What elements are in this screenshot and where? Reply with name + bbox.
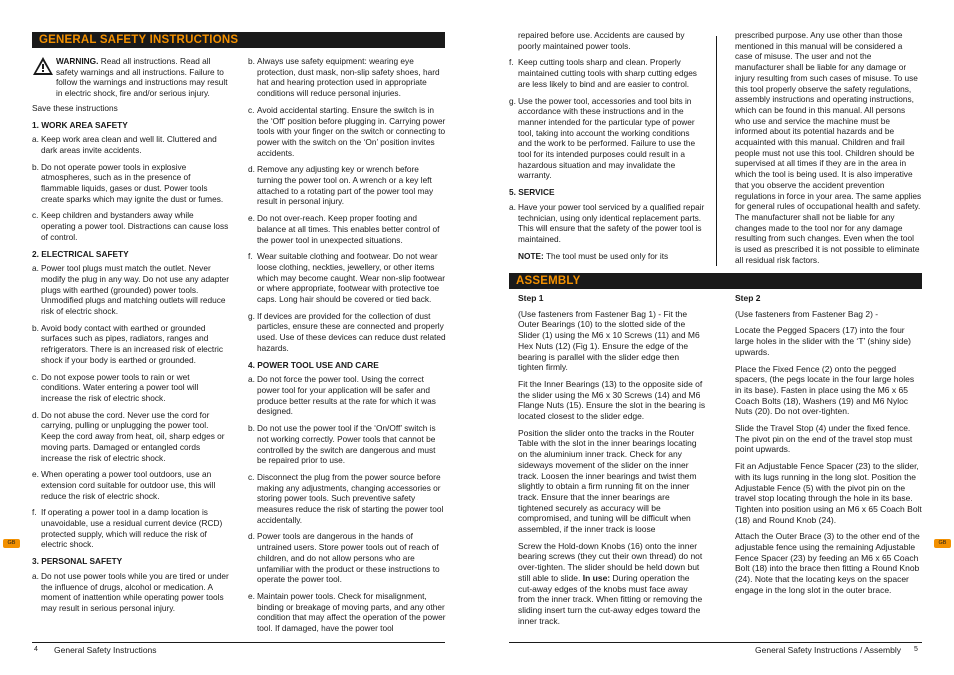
step-2-para: Place the Fixed Fence (2) onto the pegged spacers, (the pegs locate in the four large holes in its base). Fasten in place using the M6 x 65 Coach Bolts (18), Washers (19) and M6 Nyloc Nuts (20). Do not over-tighten. [735,363,915,417]
service-title: 5. SERVICE [509,187,555,198]
step-1-para: Position the slider onto the tracks in the Router Table with the slot in the inner bearings locating on the aluminium inner track. Check for any sideways movement of the slider on the inner track. Loosen the inner bearings and twist them slightly to obtain a firm running fit on the inner track. Ensure that the inner bearings are tightened securely as accuracy will be compromised, and tuning will be difficult when assembled, if the inner track is loose [518,427,697,535]
page-number-left: 4 [34,646,38,653]
step-2-para: (Use fasteners from Fastener Bag 2) - [735,308,879,319]
misuse-paragraph: prescribed purpose. Any use other than those mentioned in this manual will be considered a case of misuse. The user and not the manufacturer shall be liable for any damage or injury resulting from such cases of misuse. To use this tool properly observe the safety regulations, assembly instructions and operating instructions, which can be found in this manual. All persons who use and service the machine must be informed about its potential hazards and be acquainted with this manual. Children and frail people must not use this tool. Children should be supervised at all times if they are in the area in which the tool is being used. It is also imperative that you observe the accident prevention regulations in force in your area. The same applies for general rules of occupational health and safety. The manufacturer shall not be liable for any changes made to the tool nor for any damage resulting from such changes. Even when the tool is used as prescribed it is not possible to eliminate all residual risk factors. [735,30,922,265]
list-item: a. Have your power tool serviced by a qualified repair technician, using only identical replacement parts. This will ensure that the safety of the power tool is maintained. [509,201,705,244]
left-column-1 [32,56,230,620]
list-item: c. Avoid accidental starting. Ensure the switch is in the ‘Off’ position before plugging in. Carrying power tools with your finger on the switch or connecting to power with the switch on the ‘On’ position invites accidents. [248,104,446,158]
left-column-2 [248,56,446,640]
step-1-para: Screw the Hold-down Knobs (16) onto the inner bearing screws (they cut their own thread) do not over-tighten. The slider should be held down but still able to slide. In use: During operation the cut-away edges of the knobs must face away from the inner track. When fitting or removing the sliding insert turn the cut-away edges toward the inner track. [518,540,703,626]
list-item: f. Keep cutting tools sharp and clean. Properly maintained cutting tools with sharp cutting edges are less likely to bind and are easier to control. [509,57,697,89]
list-item: e. Do not over-reach. Keep proper footing and balance at all times. This enables better control of the power tool in unexpected situations. [248,213,440,245]
list-item: b. Avoid body contact with earthed or grounded surfaces such as pipes, radiators, ranges and refrigerators. There is an increased risk of electric shock if your body is earthed or grounded. [32,322,223,365]
list-item: c. Keep children and bystanders away while operating a power tool. Distractions can cause loss of control. [32,210,229,242]
list-item: a. Do not use power tools while you are tired or under the influence of drugs, alcohol or medication. A moment of inattention while operating power tools may result in serious personal injury. [32,570,229,613]
footer-rule-left [32,642,445,643]
step-2-title: Step 2 [735,293,761,303]
list-item: a. Do not force the power tool. Using the correct power tool for your application will be safer and produce better results at the rate for which it was designed. [248,374,436,417]
right-column-2 [735,30,922,271]
list-item: a. Keep work area clean and well lit. Cluttered and dark areas invite accidents. [32,134,217,155]
warning-title: WARNING. [56,56,99,66]
list-item: c. Do not expose power tools to rain or wet conditions. Water entering a power tool will increase the risk of electric shock. [32,371,199,403]
step-1-title: Step 1 [518,293,544,303]
general-safety-header: GENERAL SAFETY INSTRUCTIONS [32,32,445,48]
save-text: Save these instructions [32,102,118,113]
list-item: b. Do not operate power tools in explosive atmospheres, such as in the presence of flammable liquids, gases or dust. Power tools create sparks which may ignite the dust or fumes. [32,161,224,204]
warning-icon [32,56,56,78]
tool-use-title: 4. POWER TOOL USE AND CARE [248,359,379,370]
list-item: g. If devices are provided for the collection of dust particles, ensure these are connected and properly used. Use of these devices can reduce dust related hazards. [248,310,446,353]
step-2 [735,293,922,602]
personal-title: 3. PERSONAL SAFETY [32,556,123,567]
list-item: d. Do not abuse the cord. Never use the cord for carrying, pulling or unplugging the power tool. Keep the cord away from heat, oil, sharp edges or moving parts. Damaged or entangled cords increase the risk of electric shock. [32,409,225,463]
step-1-para: Fit the Inner Bearings (13) to the opposite side of the slider using the M6 x 30 Screws (14) and M6 Flange Nuts (15). Ensure the slot in the bearing is located closest to the slider edge. [518,378,706,422]
language-tab-right: GB [934,539,951,548]
step-1 [518,293,706,632]
language-tab-left: GB [3,539,20,548]
warning-text: Read all instructions. Read all safety warnings and all instructions. Failure to follow the warnings and instructions may result in electric shock, fire and/or serious injury. [56,56,228,99]
assembly-header: ASSEMBLY [509,273,922,289]
list-item: e. When operating a power tool outdoors, use an extension cord suitable for outdoor use, this will reduce the risk of electric shock. [32,469,216,501]
step-2-para: Fit an Adjustable Fence Spacer (23) to the slider, with its lugs running in the long slot. Position the Adjustable Fence (5) with the pivot pin on the travel stop locating through the hole in its base. Tighten into position using an M6 x 65 Coach Bolt (18) and Round Knob (24). [735,461,922,525]
list-item: b. Do not use the power tool if the ‘On/Off’ switch is not working correctly. Power tools that cannot be controlled by the switch are dangerous and must be repaired prior to use. [248,423,436,466]
footer-rule-right [509,642,922,643]
list-item: f. Wear suitable clothing and footwear. Do not wear loose clothing, neckties, jewellery, or other items which may become caught. Wear non-slip footwear or where appropriate, footwear with protective toe caps. Long hair should be covered or tied back. [248,251,446,305]
list-item: d. Remove any adjusting key or wrench before turning the power tool on. A wrench or a key left attached to a rotating part of the power tool may result in personal injury. [248,164,434,207]
list-item: d. Power tools are dangerous in the hands of untrained users. Store power tools out of reach of children, and do not allow persons who are unfamiliar with the product or these instructions to operate the power tool. [248,531,440,585]
page-number-right: 5 [914,646,918,653]
column-divider [716,36,717,266]
footer-title-left: General Safety Instructions [54,645,157,655]
warning-block [32,56,230,99]
list-item: g. Use the power tool, accessories and tool bits in accordance with these instructions and in the manner intended for the particular type of power tool, taking into account the working conditions and the work to be performed. Failure to use the tool for its intended purposes could result in a hazardous situation and may invalidate the warranty. [509,95,696,181]
list-item: repaired before use. Accidents are caused by poorly maintained power tools. [518,30,685,51]
step-1-para: (Use fasteners from Fastener Bag 1) - Fit the Outer Bearings (10) to the slotted side of the Slider (1) using the M6 x 10 Screws (11) and M6 Hex Nuts (12) (Fig 1). Ensure the edge of the bearing is parallel with the slider edge then tighten firmly. [518,308,700,373]
note: NOTE: The tool must be used only for its [518,250,669,261]
step-2-para: Slide the Travel Stop (4) under the fixed fence. The pivot pin on the end of the travel stop must point upwards. [735,423,913,455]
footer-title-right: General Safety Instructions / Assembly [755,645,901,655]
list-item: b. Always use safety equipment: wearing eye protection, dust mask, non-slip safety shoes, hard hat and hearing protection used in appropriate conditions will reduce personal injuries. [248,56,440,99]
electrical-title: 2. ELECTRICAL SAFETY [32,248,129,259]
step-2-para: Attach the Outer Brace (3) to the other end of the adjustable fence using the remaining Adjustable Fence Spacer (23) by feeding an M6 x 65 Coach Bolt (18) into the brace then fitting a Round Knob (24). Note that the locating keys on the spacer engage in the long slot in the outer brace. [735,531,920,595]
step-2-para: Locate the Pegged Spacers (17) into the four large holes in the slider with the ‘T’ (shiny side) upwards. [735,325,911,357]
work-area-title: 1. WORK AREA SAFETY [32,119,128,130]
list-item: a. Power tool plugs must match the outlet. Never modify the plug in any way. Do not use any adapter plugs with earthed (grounded) power tools. Unmodified plugs and matching outlets will reduce risk of electric shock. [32,263,230,317]
list-item: f. If operating a power tool in a damp location is unavoidable, use a residual current device (RCD) protected supply, which will reduce the risk of electric shock. [32,507,223,550]
list-item: c. Disconnect the plug from the power source before making any adjustments, changing accessories or storing power tools. Such preventive safety measures reduce the risk of starting the power tool accidentally. [248,471,444,525]
list-item: e. Maintain power tools. Check for misalignment, binding or breakage of moving parts, and any other condition that may affect the operation of the power tool. If damaged, have the power tool [248,590,446,634]
right-column-1 [509,30,705,267]
